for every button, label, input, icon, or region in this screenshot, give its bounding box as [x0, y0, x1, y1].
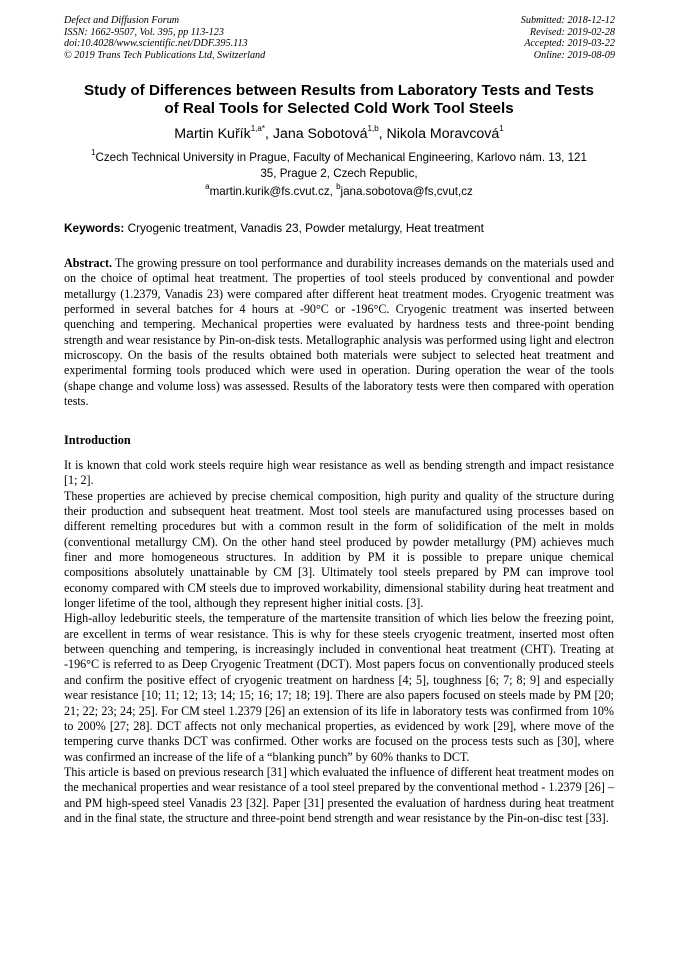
- issn: ISSN: 1662-9507, Vol. 395, pp 113-123: [64, 26, 224, 38]
- dates-header: [521, 15, 615, 61]
- author-separator: ,: [378, 126, 387, 142]
- affiliation-superscript: 1: [91, 148, 96, 158]
- affiliation-line-1: Czech Technical University in Prague, Faculty of Mechanical Engineering, Karlovo nám. 13, 121: [95, 151, 587, 164]
- paragraph: This article is based on previous research [31] which evaluated the influence of different heat treatment modes on the mechanical properties and wear resistance of a tool steel prepared by the conventional method - 1.2379 [26] – and PM high-speed steel Vanadis 23 [32]. Paper [31] presented the evaluation of hardness during heat treatment and in the final state, the structure and three-point bend strength and wear resistance by the Pin-on-disc test [33].: [64, 764, 614, 825]
- paper-title: [40, 82, 638, 118]
- abstract: [64, 256, 614, 409]
- journal-name: Defect and Diffusion Forum: [64, 15, 180, 26]
- paragraph: It is known that cold work steels require high wear resistance as well as bending strength and impact resistance [1; 2].: [64, 458, 614, 488]
- keywords-text: Cryogenic treatment, Vanadis 23, Powder metalurgy, Heat treatment: [124, 221, 484, 235]
- email-separator: ,: [329, 185, 337, 198]
- author-list: [40, 126, 638, 143]
- email-address: martin.kurik@fs.cvut.cz: [209, 185, 330, 198]
- title-line-2: of Real Tools for Selected Cold Work Tool Steels: [164, 100, 514, 117]
- author-separator: ,: [264, 126, 273, 142]
- introduction-body: [64, 458, 614, 826]
- journal-header: [64, 15, 265, 61]
- abstract-text: The growing pressure on tool performance and durability increases demands on the materials used and on the choice of optimal heat treatment. The properties of tool steels produced by conventional and powder metallurgy (1.2379, Vanadis 23) were compared after different heat treatment modes. Cryogenic treatment was performed in several batches for 4 hours at -90°C or -196°C. Cryogenic treatment was inserted between quenching and tempering. Mechanical properties were evaluated by hardness tests and three-point bending strength and wear resistance by Pin-on-disk tests. Metallographic analysis was performed using light and electron microscopy. On the basis of the results obtained both materials were subject to selected heat treatment and experimental forming tools produced which were used in operation. During operation the wear of the tools (shape change and volume loss) was assessed. Results of the laboratory tests were then compared with operation tests.: [64, 256, 614, 409]
- paragraph: These properties are achieved by precise chemical composition, high purity and quality of the structure during their production and subsequent heat treatment. Most tool steels are manufactured using processes based on different remelting procedures but with a common result in the form of solidification of the melt in molds (conventional metallurgy CM). On the other hand steel produced by powder metallurgy (PM) achieves much finer and more homogeneous structures. In addition by PM it is possible to prepare unique chemical compositions absolutely unattainable by CM [3]. Ultimately tool steels prepared by PM can improve tool economy compared with CM steels due to improved workability, dimensional stability during heat treatment and longer lifetime of the tool, although they represent higher initial costs. [3].: [64, 488, 614, 611]
- author-superscript: 1,b: [367, 124, 379, 134]
- abstract-label: Abstract.: [64, 256, 113, 270]
- section-heading-introduction: Introduction: [64, 433, 131, 447]
- accepted-date: Accepted: 2019-03-22: [524, 38, 615, 50]
- copyright: © 2019 Trans Tech Publications Ltd, Switzerland: [64, 49, 266, 61]
- email-superscript: a: [205, 182, 210, 192]
- keywords-label: Keywords:: [64, 221, 125, 235]
- email-superscript: b: [336, 182, 341, 192]
- paragraph: High-alloy ledeburitic steels, the temperature of the martensite transition of which lies below the freezing point, are excellent in terms of wear resistance. This is why for these steels cryogenic treatment, inserted most often between quenching and tempering, is increasingly included in conventional heat treatment (CHT). Treating at -196°C is referred to as Deep Cryogenic Treatment (DCT). Most papers focus on conventionally produced steels and confirm the positive effect of cryogenic treatment on hardness [4; 5], toughness [6; 7; 8; 9] and especially wear resistance [10; 11; 12; 13; 14; 15; 16; 17; 18; 19]. There are also papers focused on steels made by PM [20; 21; 22; 23; 24; 25]. For CM steel 1.2379 [26] an extension of its life in laboratory tests was confirmed from 10% to 200% [27; 28]. DCT affects not only mechanical properties, as evidenced by work [29], where move of the tempering curve thanks DCT was confirmed. Other works are focused on the process tests such as [30], where was confirmed an increase of the life of a “blanking punch” by 60% thanks to DCT.: [64, 611, 614, 764]
- author-superscript: 1: [499, 124, 504, 134]
- doi: doi:10.4028/www.scientific.net/DDF.395.113: [64, 38, 248, 50]
- email-address: jana.sobotova@fs,cvut,cz: [340, 185, 473, 198]
- online-date: Online: 2019-08-09: [533, 49, 615, 61]
- author-superscript: 1,a*: [250, 124, 265, 134]
- affiliation-line-2: 35, Prague 2, Czech Republic,: [260, 166, 418, 180]
- title-line-1: Study of Differences between Results from Laboratory Tests and Tests: [83, 82, 595, 99]
- affiliation: [64, 150, 614, 181]
- author-name: Martin Kuřík: [174, 126, 251, 142]
- keywords: [64, 221, 624, 235]
- revised-date: Revised: 2019-02-28: [529, 26, 615, 38]
- author-name: Nikola Moravcová: [386, 126, 500, 142]
- submitted-date: Submitted: 2018-12-12: [520, 15, 615, 26]
- author-name: Jana Sobotová: [272, 126, 368, 142]
- email-list: [40, 182, 638, 199]
